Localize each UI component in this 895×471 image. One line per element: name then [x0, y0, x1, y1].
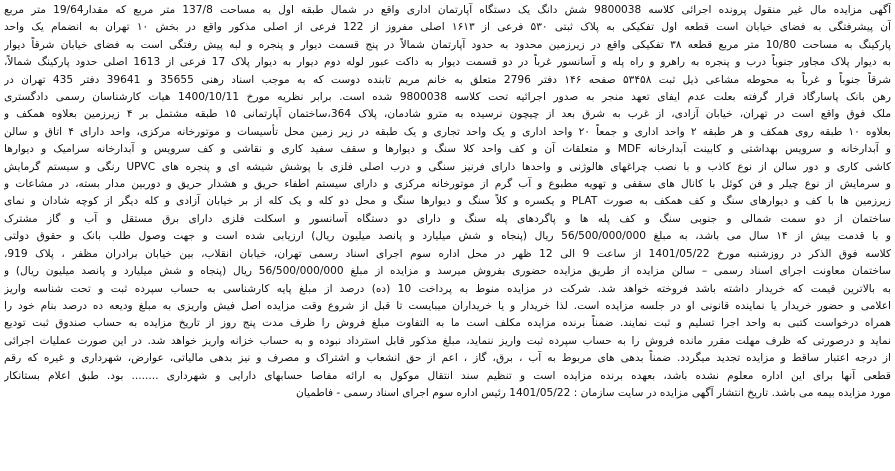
- notice-line: و آبدارخانه و سرویس بهداشتی و کابینت آبدارخانه MDF و متعلقات آن و کف واحد کلا سنگ و دیوارها و سقف سفید کاری و نقاشی و کف سرویس و آبدارخانه سرامیک و دیوارها: [4, 143, 891, 156]
- notice-line: مورد مزایده بیمه می باشد. تاریخ انتشار آگهی مزایده در سایت سازمان : 1401/05/22 رئیس اداره سوم اجرای اسناد رسمی - فاطمیان: [296, 386, 891, 399]
- notice-line: قطعی آنها برای این اداره معلوم نشده باشد، بعهده برنده مزایده است و تنظیم سند انتقال موکول به ارائه مفاصا حسابهای دارایی و شهرداری ........ بود. طبق اعلام بستانکار: [4, 369, 891, 382]
- notice-line: رهن بانک پاسارگاد قرار گرفته بعلت عدم ایفای تعهد منجر به صدور اجرائیه تحت کلاسه 9800038 شده است. برابر نظریه مورخ 1400/10/11 هیات کارشناسان رسمی دادگستری: [4, 91, 891, 104]
- notice-line: و با قدمت بیش از ۱۴ سال می باشد، به مبلغ 56/500/000/000 ریال (پنجاه و شش میلیارد و پانصد میلیون ریال) ارزیابی شده است و جهت وصول طلب بانک و حقوق دولتی: [4, 230, 891, 243]
- notice-line: ساختمان معاونت اجرای اسناد رسمی – سالن مزایده از طریق مزایده حضوری بفروش میرسد و مزایده از مبلغ 56/500/000/000 ریال (پنجاه و شش میلیارد و پانصد میلیون ریال) و: [4, 265, 891, 278]
- notice-line: به بالاترین قیمت که خریدار داشته باشد فروخته خواهد شد. شرکت در مزایده منوط به پرداخت 10 (ده) درصد از مبلغ پایه کارشناسی به حساب سپرده ثبت و تحت شناسه واریز: [4, 282, 891, 295]
- notice-line: ملک فوق واقع است در تهران، خیابان آزادی، از غرب به شرق بعد از چیچون نرسیده به مترو شادمان، پلاک 364،ساختمان آپارتمانی ۱۵ طبقه مشتمل بر ۴ زیرزمین بعلاوه همکف و: [4, 108, 891, 121]
- notice-line: بعلاوه ۱۰ طبقه روی همکف و هر طبقه ۲ واحد اداری و جمعاً ۲۰ واحد اداری و یک واحد تجاری و یک طبقه در زیر زمین محل تأسیسات و موتورخانه مرکزی، واحد دارای ۴ اتاق و سالن: [4, 125, 891, 138]
- notice-line: پارکینگ به مساحت 10/80 متر مربع قطعه ۳۸ تفکیکی واقع در زیرزمین محدود به حدود آپارتمان شمالاً در پنج قسمت دیوار و پنجره و لبه پیش رفتگی است به فضای خیابان شرقاً دیوار: [4, 38, 891, 51]
- notice-line: ساختمان از دو سمت شمالی و جنوبی سنگ و کف پله ها و پاگردهای پله سنگ و دارای دو دستگاه آسانسور و اسکلت فلزی دارای برق مستقل و آب و گاز مشترک: [4, 212, 891, 225]
- notice-line: به دیوار پلاک مجاور جنوباً درب و پنجره به راهرو و راه پله و آسانسور غرباً در دو قسمت دیوار به داکت عبور لوله دوم دیوار به دیوار پلاک 17 فرعی از 1613 اصلی حدود پارکینگ شمالاً،: [4, 56, 891, 69]
- notice-line: شرقاً جنوباً و غرباً به محوطه مشاعی ذیل ثبت ۵۳۴۵۸ صفحه ۱۴۶ دفتر 2796 متعلق به خانم مریم تابنده دوست که به موجب اسناد رهنی 35655 و 39641 دفتر 435 تهران در: [4, 73, 891, 86]
- notice-line: کلاسه فوق الذکر در روزشنبه مورخ 1401/05/22 از ساعت 9 الی 12 ظهر در محل اداره سوم اجرای اسناد رسمی تهران، خیابان انقلاب، بین خیابان برادران مظفر ، پلاک 919،: [4, 247, 891, 260]
- notice-line: همراه درخواست کتبی به واحد اجرا تسلیم و ثبت نمایند. ضمناً برنده مزایده مکلف است ما به التفاوت مبلغ فروش را ظرف مدت پنج روز از تاریخ مزایده به حساب صندوق ثبت تودیع: [4, 317, 891, 330]
- notice-line: آگهی مزایده مال غیر منقول پرونده اجرائی کلاسه 9800038 شش دانگ یک دستگاه آپارتمان اداری واقع در شمال طبقه اول به مساحت 137/8 متر مربع که مقدار19/64 متر مربع: [4, 4, 891, 16]
- notice-line: و سرمایش از نوع چیلر و فن کوئل با کانال های سقفی و تهویه مطبوع و آب گرم از موتورخانه مرکزی و دارای سیستم اطفاء حریق و هشدار حریق و دوربین مدار بسته، در مشاعات و: [4, 178, 891, 191]
- notice-line: اعلامی و حضور خریدار یا نماینده قانونی او در جلسه مزایده است. لذا خریدار و یا خریداران میبایست تا قبل از شروع وقت مزایده اصل فیش واریزی به مبلغ ودیعه ده درصد بنام خود را: [4, 299, 891, 312]
- notice-line: نماید و درصورتی که ظرف مهلت مقرر مانده فروش را به حساب سپرده ثبت واریز ننماید، مبلغ مذکور قابل استرداد نبوده و به حساب خزانه واریز خواهد شد. در این صورت عملیات اجرائی: [4, 334, 891, 347]
- notice-line: کاشی کاری و دور سالن از نوع کاذب و با نصب چراغهای هالوژنی و واحدها دارای فرنیز سنگی و درب اصلی فلزی با پوشش شیشه ای و پنجره های UPVC رنگی و سیستم گرمایش: [4, 160, 891, 173]
- notice-line: آن پیشرفتگی به فضای خیابان است قطعه اول تفکیکی به پلاک ثبتی ۵۳۰ فرعی از ۱۶۱۳ اصلی مفروز از 122 فرعی از اصلی مذکور واقع در بخش ۱۰ تهران به انضمام یک واحد: [4, 21, 891, 34]
- notice-line: زیرزمین ها با کف و دیوارهای سنگ و کف همکف به صورت PLAT و یکسره و کلاً سنگ و دیوارها سنگ و محل دو کله و یک کله از بر خیابان آزادی و کله دیگر از کوچه شادان و نمای: [4, 195, 891, 208]
- notice-line: از درجه اعتبار ساقط و مزایده تجدید میگردد. ضمناً بدهی های مربوط به آب ، برق، گاز ، اعم از حق انشعاب و اشتراک و مصرف و نیز بدهی مالیاتی، عوارض، شهرداری و غیره که رقم: [4, 352, 891, 365]
